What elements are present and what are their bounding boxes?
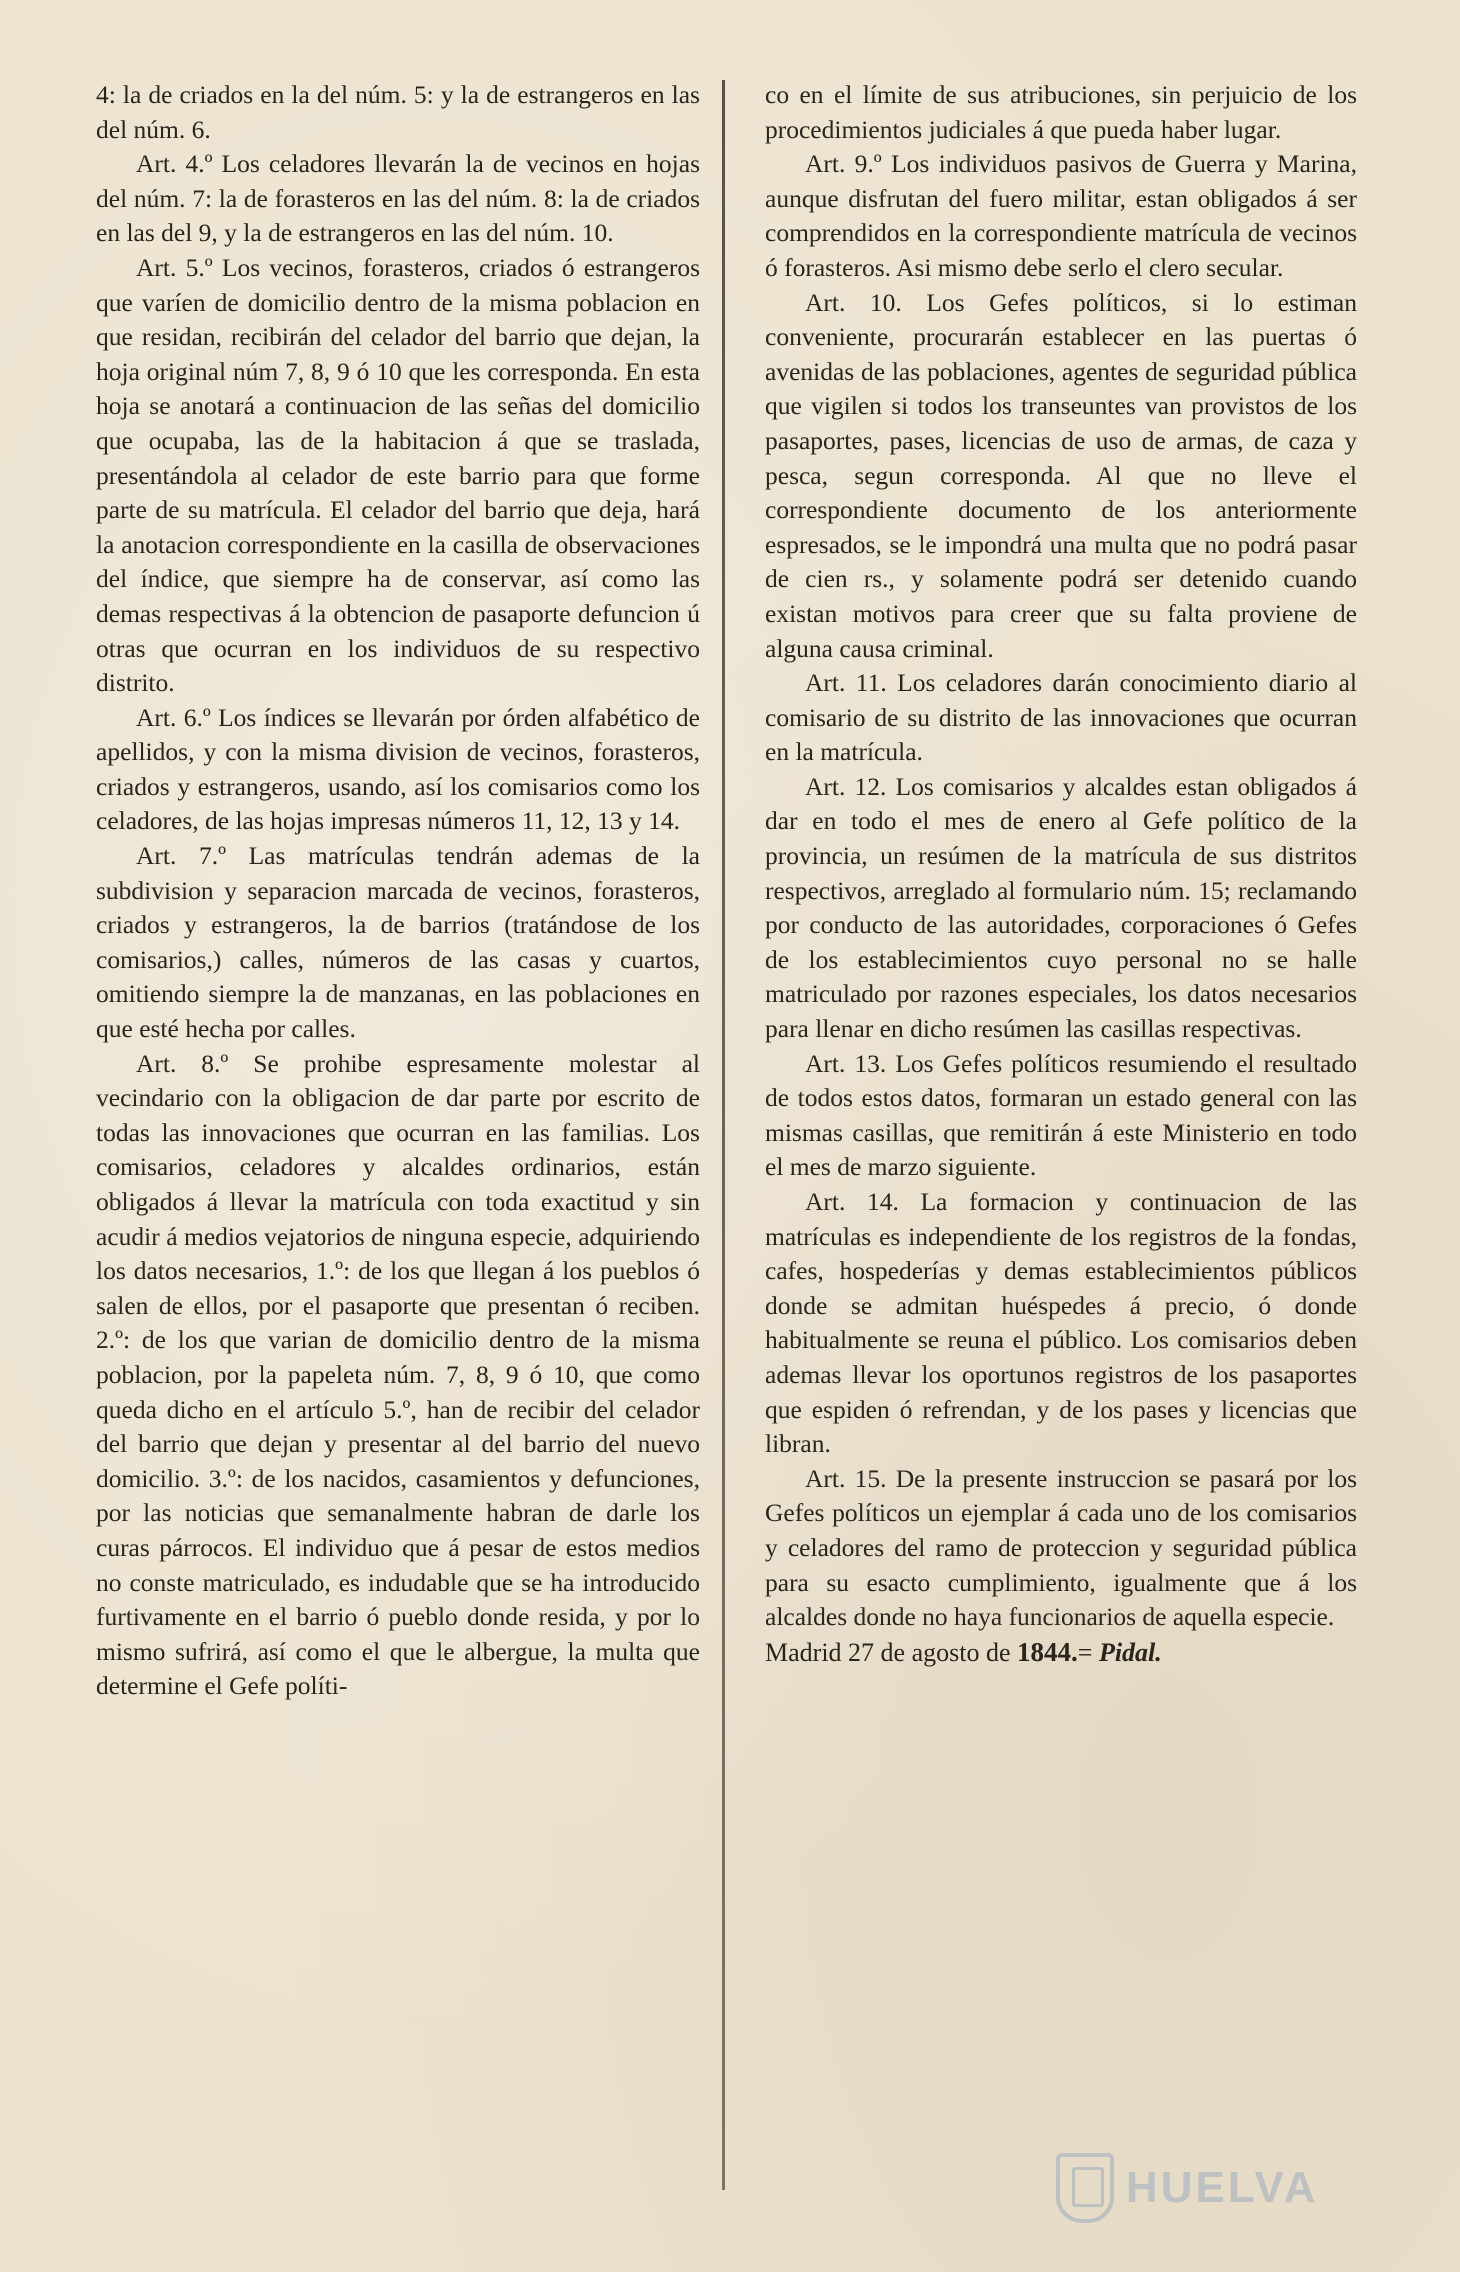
right-column <box>765 78 1357 1670</box>
article-14: Art. 14. La formacion y continuacion de las matrículas es independiente de los registros de la fondas, cafes, hospederías y demas establecimientos públicos donde se admitan huéspedes á precio, ó donde habitualmente se reuna el público. Los comisarios deben ademas llevar los oportunos registros de los pasaportes que espiden ó refrendan, y de los pases y licencias que libran. <box>765 1187 1357 1459</box>
article-7: Art. 7.º Las matrículas tendrán ademas de la subdivision y separacion marcada de vecinos, forasteros, criados y estrangeros, la de barrios (tratándose de los comisarios,) calles, números de las casas y cuartos, omitiendo siempre la de manzanas, en las poblaciones en que esté hecha por calles. <box>96 841 700 1044</box>
article-10: Art. 10. Los Gefes políticos, si lo estiman conveniente, procurarán establecer en las puertas ó avenidas de las poblaciones, agentes de seguridad pública que vigilen si todos los transeuntes van provistos de los pasaportes, pases, licencias de uso de armas, de caza y pesca, segun corresponda. Al que no lleve el correspondiente documento de los anteriormente espresados, se le impondrá una multa que no podrá pasar de cien rs., y solamente podrá ser detenido cuando existan motivos para creer que su falta proviene de alguna causa criminal. <box>765 287 1357 663</box>
watermark-text: HUELVA <box>1126 2163 1319 2212</box>
archive-seal-icon <box>1056 2153 1114 2223</box>
watermark-stamp <box>1056 2148 1396 2228</box>
paragraph-continuation-right: co en el límite de sus atribuciones, sin perjuicio de los procedimientos judiciales á que pueda haber lugar. <box>765 80 1357 144</box>
signature-year: 1844. <box>1017 1636 1078 1667</box>
article-12: Art. 12. Los comisarios y alcaldes estan obligados á dar en todo el mes de enero al Gefe político de la provincia, un resúmen de la matrícula de sus distritos respectivos, arreglado al formulario núm. 15; reclamando por conducto de las autoridades, corporaciones ó Gefes de los establecimientos cuyo personal no se halle matriculado por razones especiales, los datos necesarios para llenar en dicho resúmen las casillas respectivas. <box>765 771 1357 1044</box>
article-11: Art. 11. Los celadores darán conocimiento diario al comisario de su distrito de las innovaciones que ocurran en la matrícula. <box>765 668 1357 767</box>
signature-place-date: Madrid 27 de agosto de <box>765 1637 1011 1667</box>
article-13: Art. 13. Los Gefes políticos resumiendo el resultado de todos estos datos, formaran un estado general con las mismas casillas, que remitirán á este Ministerio en todo el mes de marzo siguiente. <box>765 1048 1357 1182</box>
column-divider <box>722 80 725 2190</box>
paragraph-continuation: 4: la de criados en la del núm. 5: y la de estrangeros en las del núm. 6. <box>96 80 700 144</box>
article-9: Art. 9.º Los individuos pasivos de Guerra y Marina, aunque disfrutan del fuero militar, estan obligados á ser comprendidos en la correspondiente matrícula de vecinos ó forasteros. Asi mismo debe serlo el clero secular. <box>765 149 1357 282</box>
article-15: Art. 15. De la presente instruccion se pasará por los Gefes políticos un ejemplar á cada uno de los comisarios y celadores del ramo de proteccion y seguridad pública para su esacto cumplimiento, igualmente que á los alcaldes donde no haya funcionarios de aquella especie. <box>765 1463 1357 1632</box>
signature-line <box>765 1635 1357 1671</box>
signature-name: Pidal. <box>1098 1637 1162 1667</box>
left-column <box>96 78 700 1704</box>
signature-separator: = <box>1077 1637 1093 1667</box>
article-4: Art. 4.º Los celadores llevarán la de vecinos en hojas del núm. 7: la de forasteros en las del núm. 8: la de criados en las del 9, y la de estrangeros en las del núm. 10. <box>96 149 700 248</box>
article-8: Art. 8.º Se prohibe espresamente molestar al vecindario con la obligacion de dar parte por escrito de todas las innovaciones que ocurran en las familias. Los comisarios, celadores y alcaldes ordinarios, están obligados á llevar la matrícula con toda exactitud y sin acudir á medios vejatorios de ninguna especie, adquiriendo los datos necesarios, 1.º: de los que llegan á los pueblos ó salen de ellos, por el pasaporte que presentan ó reciben. 2.º: de los que varian de domicilio dentro de la misma poblacion, por la papeleta núm. 7, 8, 9 ó 10, que como queda dicho en el artículo 5.º, han de recibir del celador del barrio que dejan y presentar al del barrio del nuevo domicilio. 3.º: de los nacidos, casamientos y defunciones, por las noticias que semanalmente habran de darle los curas párrocos. El individuo que á pesar de estos medios no conste matriculado, es indudable que se ha introducido furtivamente en el barrio ó pueblo donde resida, y por lo mismo sufrirá, así como el que le albergue, la multa que determine el Gefe políti- <box>96 1048 700 1701</box>
article-6: Art. 6.º Los índices se llevarán por órden alfabético de apellidos, y con la misma division de vecinos, forasteros, criados y estrangeros, usando, así los comisarios como los celadores, de las hojas impresas números 11, 12, 13 y 14. <box>96 702 700 836</box>
article-5: Art. 5.º Los vecinos, forasteros, criados ó estrangeros que varíen de domicilio dentro de la misma poblacion en que residan, recibirán del celador del barrio que dejan, la hoja original núm 7, 8, 9 ó 10 que les corresponda. En esta hoja se anotará a continuacion de las señas del domicilio que ocupaba, las de la habitacion á que se traslada, presentándola al celador de este barrio para que forme parte de su matrícula. El celador del barrio que deja, hará la anotacion correspondiente en la casilla de observaciones del índice, que siempre ha de conservar, así como las demas respectivas á la obtencion de pasaporte defuncion ú otras que ocurran en los individuos de su respectivo distrito. <box>96 252 700 698</box>
